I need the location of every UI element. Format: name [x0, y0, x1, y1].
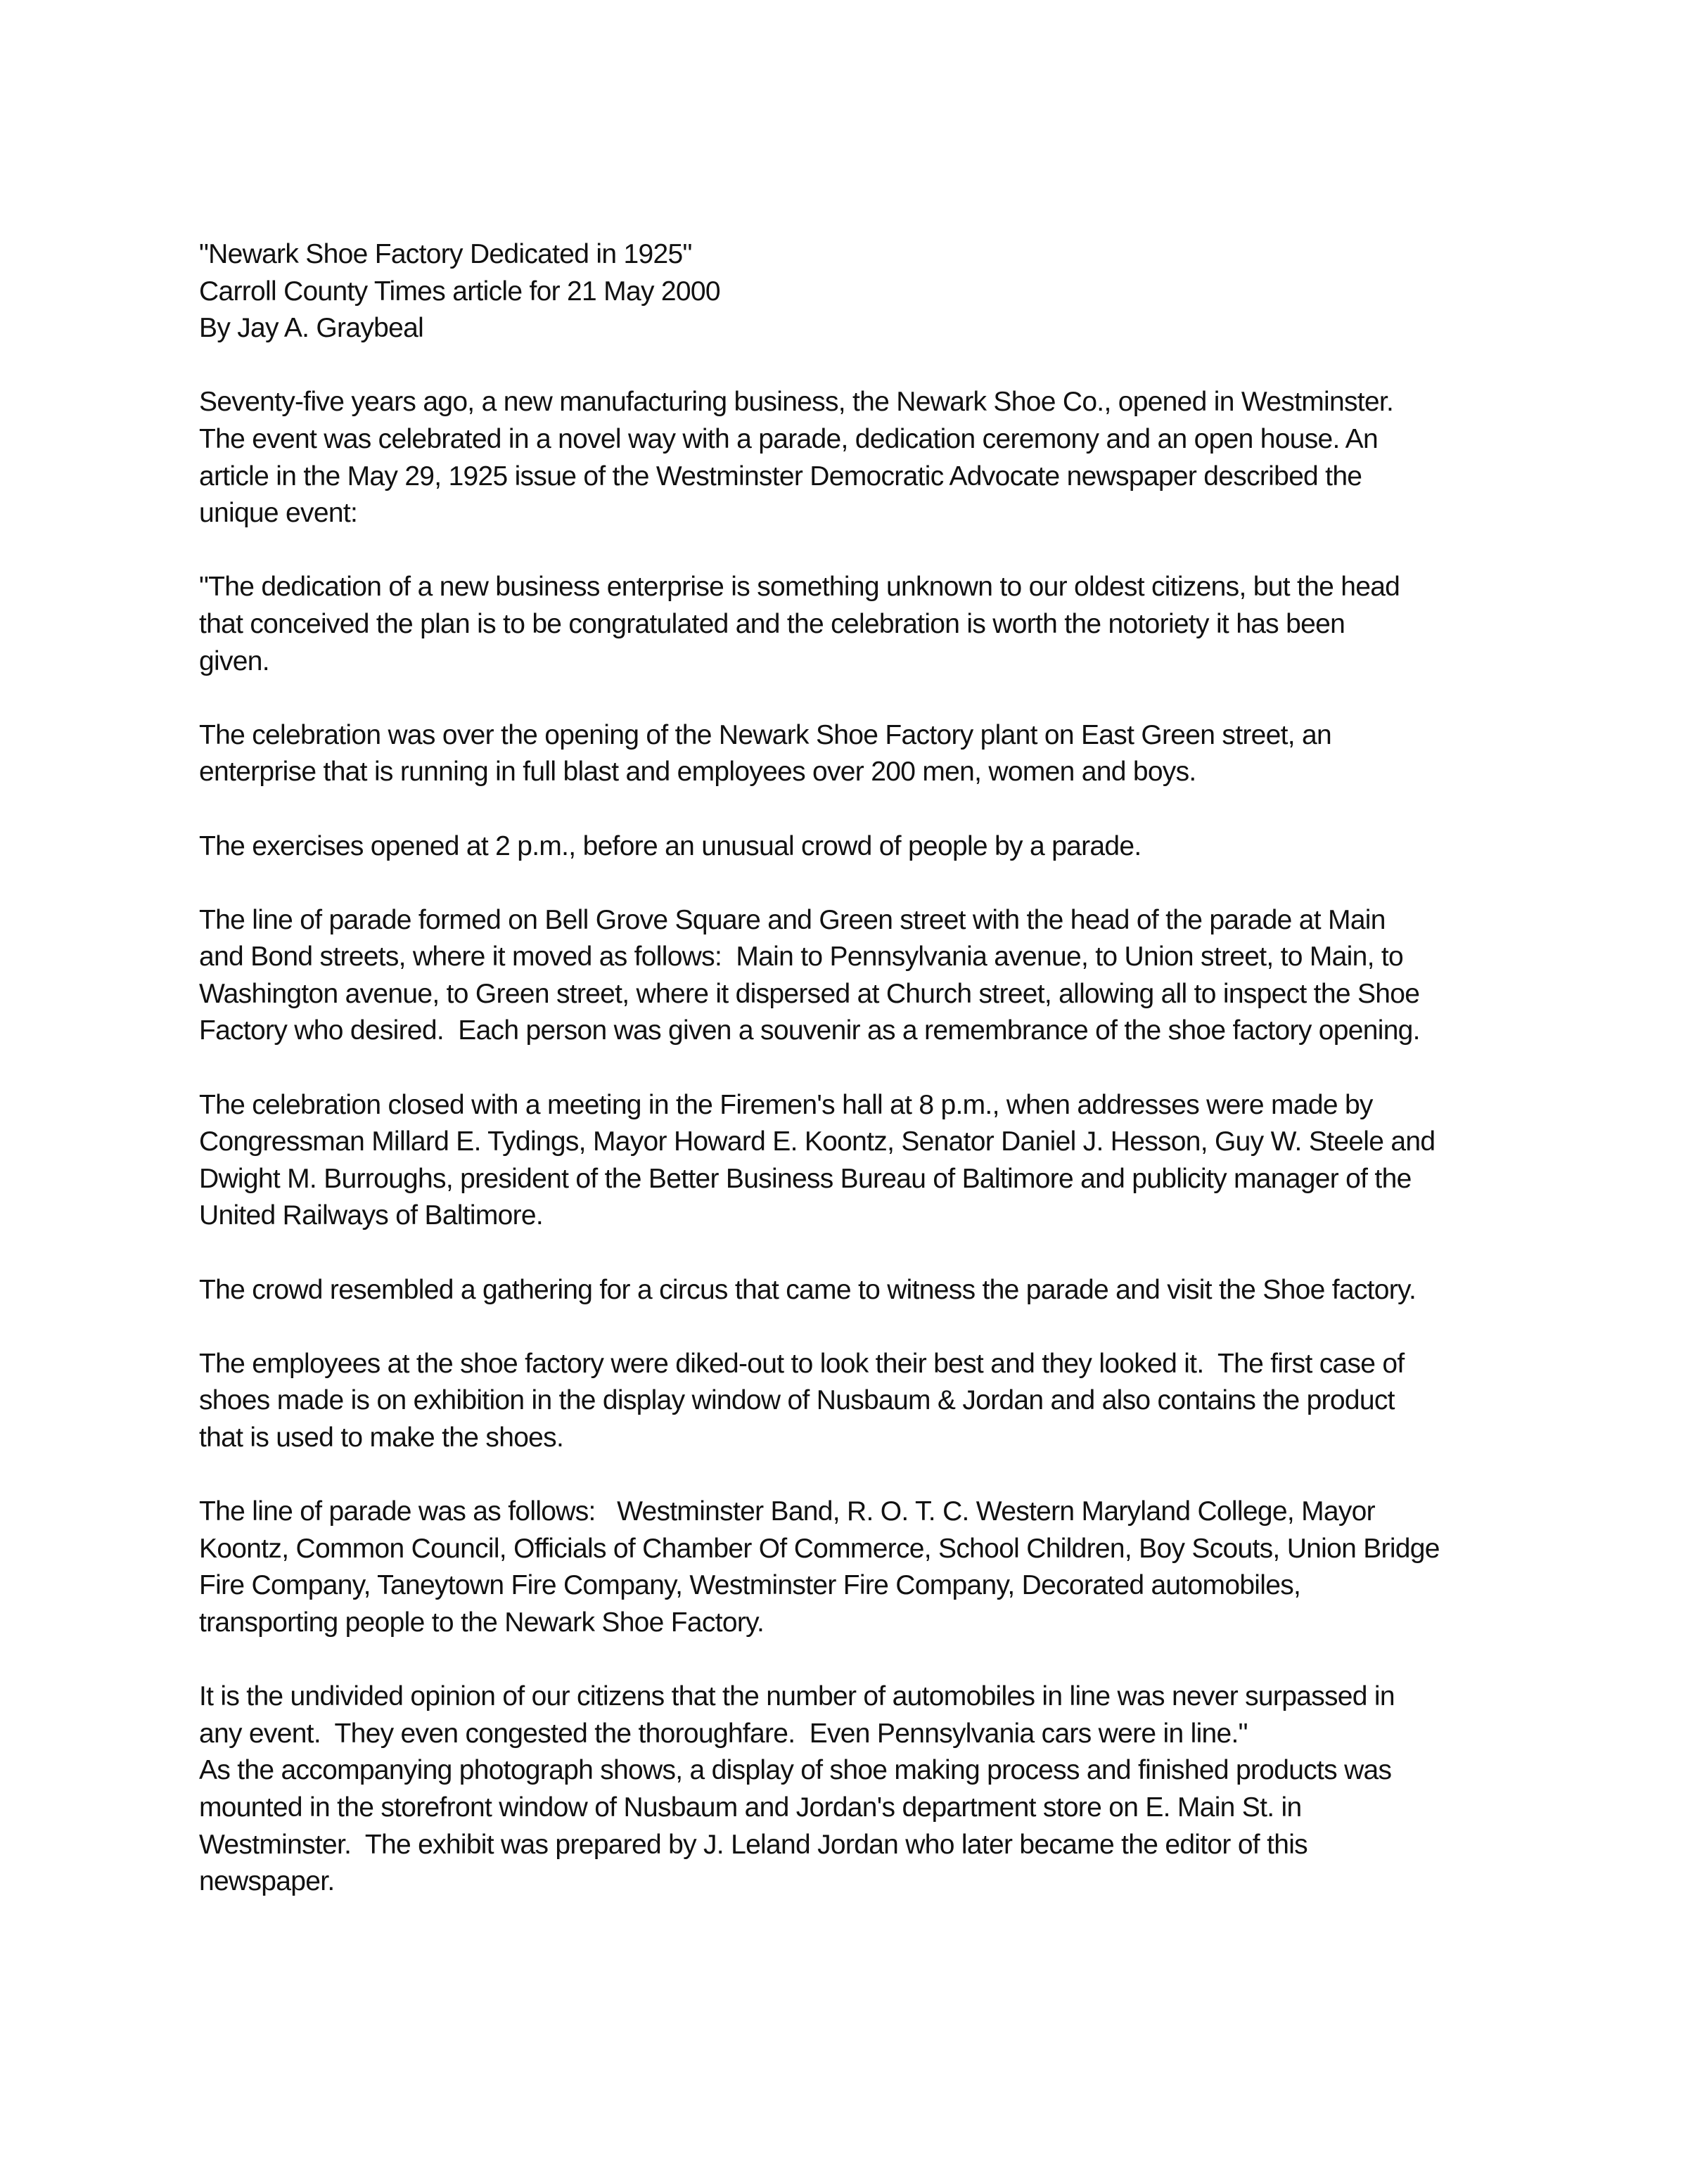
- text-line: The line of parade formed on Bell Grove Square and Green street with the head of the parade at Main: [199, 904, 1386, 935]
- text-line: The exercises opened at 2 p.m., before an unusual crowd of people by a parade.: [199, 830, 1142, 861]
- text-line: The event was celebrated in a novel way with a parade, dedication ceremony and an open house. An: [199, 423, 1378, 454]
- text-line: The employees at the shoe factory were diked-out to look their best and they looked it. The first case of: [199, 1348, 1405, 1379]
- text-line: Westminster. The exhibit was prepared by J. Leland Jordan who later became the editor of this: [199, 1829, 1307, 1860]
- article-header: [199, 236, 1535, 347]
- paragraph: [199, 1494, 1535, 1641]
- text-line: that conceived the plan is to be congratulated and the celebration is worth the notoriety it has been: [199, 608, 1345, 639]
- text-line: Washington avenue, to Green street, where it dispersed at Church street, allowing all to inspect the Shoe: [199, 978, 1420, 1009]
- paragraph: [199, 902, 1535, 1050]
- publication-line: Carroll County Times article for 21 May 2000: [199, 276, 720, 307]
- text-line: Factory who desired. Each person was given a souvenir as a remembrance of the shoe factory opening.: [199, 1015, 1420, 1046]
- text-line: Fire Company, Taneytown Fire Company, Westminster Fire Company, Decorated automobiles,: [199, 1570, 1301, 1601]
- text-line: It is the undivided opinion of our citizens that the number of automobiles in line was never surpassed in: [199, 1681, 1395, 1712]
- text-line: The celebration was over the opening of the Newark Shoe Factory plant on East Green street, an: [199, 719, 1331, 750]
- text-line: The crowd resembled a gathering for a circus that came to witness the parade and visit the Shoe factory.: [199, 1274, 1417, 1305]
- text-line: "The dedication of a new business enterprise is something unknown to our oldest citizens, but the head: [199, 572, 1400, 603]
- paragraph: [199, 1752, 1535, 1900]
- article-document: [199, 236, 1535, 1937]
- text-line: newspaper.: [199, 1866, 335, 1897]
- text-line: The line of parade was as follows: Westminster Band, R. O. T. C. Western Maryland College, Mayor: [199, 1496, 1375, 1527]
- text-line: Koontz, Common Council, Officials of Chamber Of Commerce, School Children, Boy Scouts, Union Bridge: [199, 1533, 1440, 1564]
- text-line: transporting people to the Newark Shoe Factory.: [199, 1607, 765, 1638]
- paragraph: [199, 1678, 1535, 1752]
- paragraph: [199, 569, 1535, 680]
- paragraph: [199, 1346, 1535, 1457]
- text-line: Dwight M. Burroughs, president of the Better Business Bureau of Baltimore and publicity manager of the: [199, 1163, 1412, 1194]
- text-line: shoes made is on exhibition in the display window of Nusbaum & Jordan and also contains the product: [199, 1385, 1395, 1416]
- text-line: and Bond streets, where it moved as follows: Main to Pennsylvania avenue, to Union street, to Main, to: [199, 942, 1404, 972]
- text-line: As the accompanying photograph shows, a display of shoe making process and finished products was: [199, 1755, 1392, 1786]
- text-line: any event. They even congested the thoroughfare. Even Pennsylvania cars were in line.": [199, 1718, 1248, 1749]
- article-title: "Newark Shoe Factory Dedicated in 1925": [199, 239, 692, 269]
- paragraph: [199, 1087, 1535, 1235]
- text-line: article in the May 29, 1925 issue of the Westminster Democratic Advocate newspaper described the: [199, 461, 1362, 492]
- text-line: United Railways of Baltimore.: [199, 1200, 544, 1231]
- paragraph: [199, 717, 1535, 791]
- text-line: that is used to make the shoes.: [199, 1422, 564, 1453]
- text-line: Congressman Millard E. Tydings, Mayor Howard E. Koontz, Senator Daniel J. Hesson, Guy W. Steele and: [199, 1126, 1436, 1157]
- article-body: [199, 384, 1535, 1900]
- text-line: unique event:: [199, 498, 358, 529]
- text-line: mounted in the storefront window of Nusbaum and Jordan's department store on E. Main St. in: [199, 1792, 1302, 1823]
- paragraph: [199, 1272, 1535, 1309]
- text-line: given.: [199, 645, 269, 676]
- text-line: The celebration closed with a meeting in the Firemen's hall at 8 p.m., when addresses were made by: [199, 1089, 1373, 1120]
- paragraph: [199, 828, 1535, 866]
- text-line: Seventy-five years ago, a new manufacturing business, the Newark Shoe Co., opened in Westminster.: [199, 387, 1394, 418]
- text-line: enterprise that is running in full blast and employees over 200 men, women and boys.: [199, 757, 1196, 788]
- byline: By Jay A. Graybeal: [199, 313, 424, 344]
- paragraph: [199, 384, 1535, 532]
